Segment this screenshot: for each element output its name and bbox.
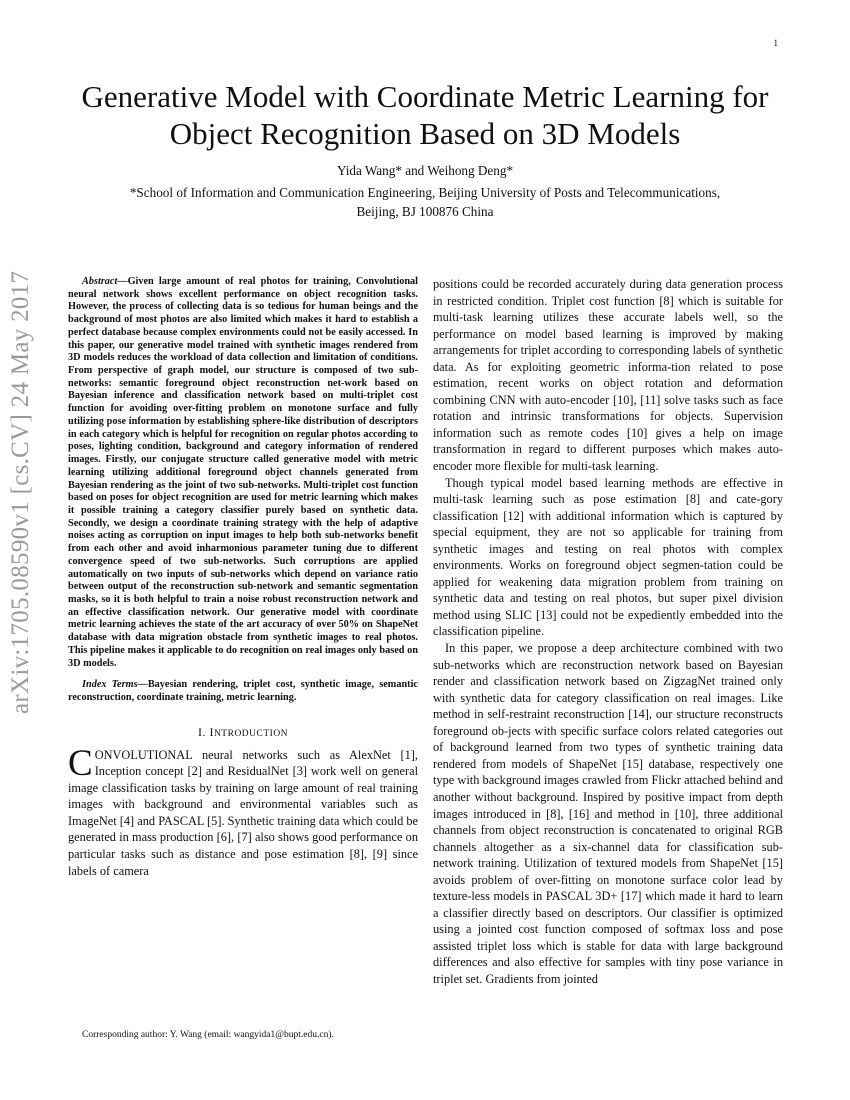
affiliation (60, 183, 790, 221)
drop-cap: C (68, 742, 93, 784)
section-first-letter: I (209, 724, 214, 739)
affiliation-line-1: *School of Information and Communication Engineering, Beijing University of Posts and Telecommunications, (129, 185, 721, 200)
abstract-lead: Abstract (82, 276, 118, 287)
paragraph-continuation: positions could be recorded accurately during data generation process in restricted condition. Triplet cost function [8] which is suitable for multi-task learning utilizes these accurate labels well, so the performance on model based learning is improved by making arrangements for triplet according to corresponding labels of synthetic data. As for exploiting geometric informa-tion related to pose estimation, recent works on object rotation and deformation combining CNN with auto-encoder [10], [11] solve tasks such as face rotation and intrinsic transformations for objects. Supervision information such as remote codes [10] gives a help on image transformation in regard to different purposes which makes auto-encoder more flexible for multi-task learning. (433, 277, 783, 474)
arxiv-identifier: arXiv:1705.08590v1 [cs.CV] 24 May 2017 (7, 270, 34, 714)
paper-title: Generative Model with Coordinate Metric Learning for Object Recognition Based on 3D Models (81, 79, 769, 151)
intro-text: ONVOLUTIONAL neural networks such as AlexNet [1], Inception concept [2] and ResidualNet [3] work well on general image classification tasks by training on large amount of real training images with background and environmental variables such as ImageNet [4] and PASCAL [5]. Synthetic training data which could be generated in mass production [6], [7] also shows good performance on particular tasks such as distance and pose estimation [8], [9] since labels of camera (68, 747, 418, 878)
index-terms (68, 679, 418, 704)
abstract (68, 276, 418, 670)
paragraph-proposed-architecture: In this paper, we propose a deep architecture combined with two sub-networks which are reconstruction network based on Bayesian render and classification network based on ZigzagNet trained only with synthetic data for category classification on real images. Like method in self-restraint reconstruction [14], our structure reconstructs foreground ob-jects with specific surface colors related categories out of background learned from two types of synthetic training data rendered from models of ShapeNet [15] database, respectively one type with background images crawled from Flickr attached behind and another without background. Inspired by positive impact from depth images introduced in [8], [16] and method in [10], three additional channels from object reconstruction is concatenated to original RGB channels altogether as a six-channel data for classification sub-network training. Utilization of textured models from ShapeNet [15] avoids problem of over-fitting on monotone surface color lead by texture-less models in PASCAL 3D+ [17] which made it hard to learn a classifier directly based on descriptors. Our classifier is optimized using a jointed cost function composed of softmax loss and pose assisted triplet loss which is stable for data with large background differences and also effective for samples with tiny pose variance in triplet set. Gradients from jointed (433, 641, 783, 986)
page-number: 1 (773, 38, 778, 48)
section-number: I. (197, 724, 210, 739)
paragraph-model-based-learning: Though typical model based learning methods are effective in multi-task learning such as pose estimation [8] and cate-gory classification [12] with additional information which is captured by special equipment, they are not so applicable for training from synthetic images and testing on real photos with complex environments. Works on foreground object segmen-tation could be applied for weakening data migration problem from training on synthetic data and testing on real photos, but super pixel division method using SLIC [13] could not be expediently embedded into the classification pipeline. (433, 475, 783, 639)
section-heading-introduction (68, 725, 418, 740)
footnote-corresponding-author: Corresponding author: Y. Wang (email: wangyida1@bupt.edu.cn). (82, 1030, 334, 1040)
left-column (68, 276, 418, 879)
right-column (433, 276, 783, 988)
affiliation-line-2: Beijing, BJ 100876 China (356, 204, 494, 219)
section-title-rest: NTRODUCTION (213, 728, 289, 739)
abstract-text: —Given large amount of real photos for training, Convolutional neural network shows excellent performance on object recognition tasks. However, the process of collecting data is so tedious for human beings and the background of most photos are also limited which makes it hard to establish a perfect database because complex environments could not be easily accessed. In this paper, our generative model trained with synthetic images rendered from 3D models reduces the workload of data collection and limitation of conditions. From perspective of graph model, our structure is composed of two sub-networks: semantic foreground object reconstruction net-work based on Bayesian inference and classification network based on multi-triplet cost function for avoiding over-fitting problem on monotone surface and fully utilizing pose information by establishing sphere-like distribution of descriptors in each category which is helpful for recognition on regular photos according to poses, lighting condition, background and category information of rendered images. Firstly, our conjugate structure called generative model with metric learning utilizing additional foreground object channels generated from Bayesian rendering as the joint of two sub-networks. Multi-triplet cost function based on poses for object recognition are used for metric learning which makes it possible training a category classifier purely based on synthetic data. Secondly, we design a coordinate training strategy with the help of adaptive noises acting as corruption on input images to help both sub-networks benefit from each other and avoid inharmonious parameter tuning due to different convergence speed of two sub-networks. Such corruptions are applied automatically on two inputs of sub-networks which depend on variance ratio between output of the reconstruction sub-network and semantic segmentation masks, so it is both helpful to train a noise robust reconstruction network and an effective classification network. Our generative model with coordinate metric learning achieves the state of the art accuracy of over 50% on ShapeNet database with data migration obstacle from synthetic images to real photos. This pipeline makes it applicable to do recognition on real images only based on 3D models. (68, 276, 418, 669)
index-terms-lead: Index Terms (82, 679, 138, 691)
index-terms-text: —Bayesian rendering, triplet cost, synthetic image, semantic reconstruction, coordinate training, metric learning. (68, 679, 418, 703)
intro-paragraph (68, 742, 418, 879)
authors: Yida Wang* and Weihong Deng* (336, 163, 514, 178)
